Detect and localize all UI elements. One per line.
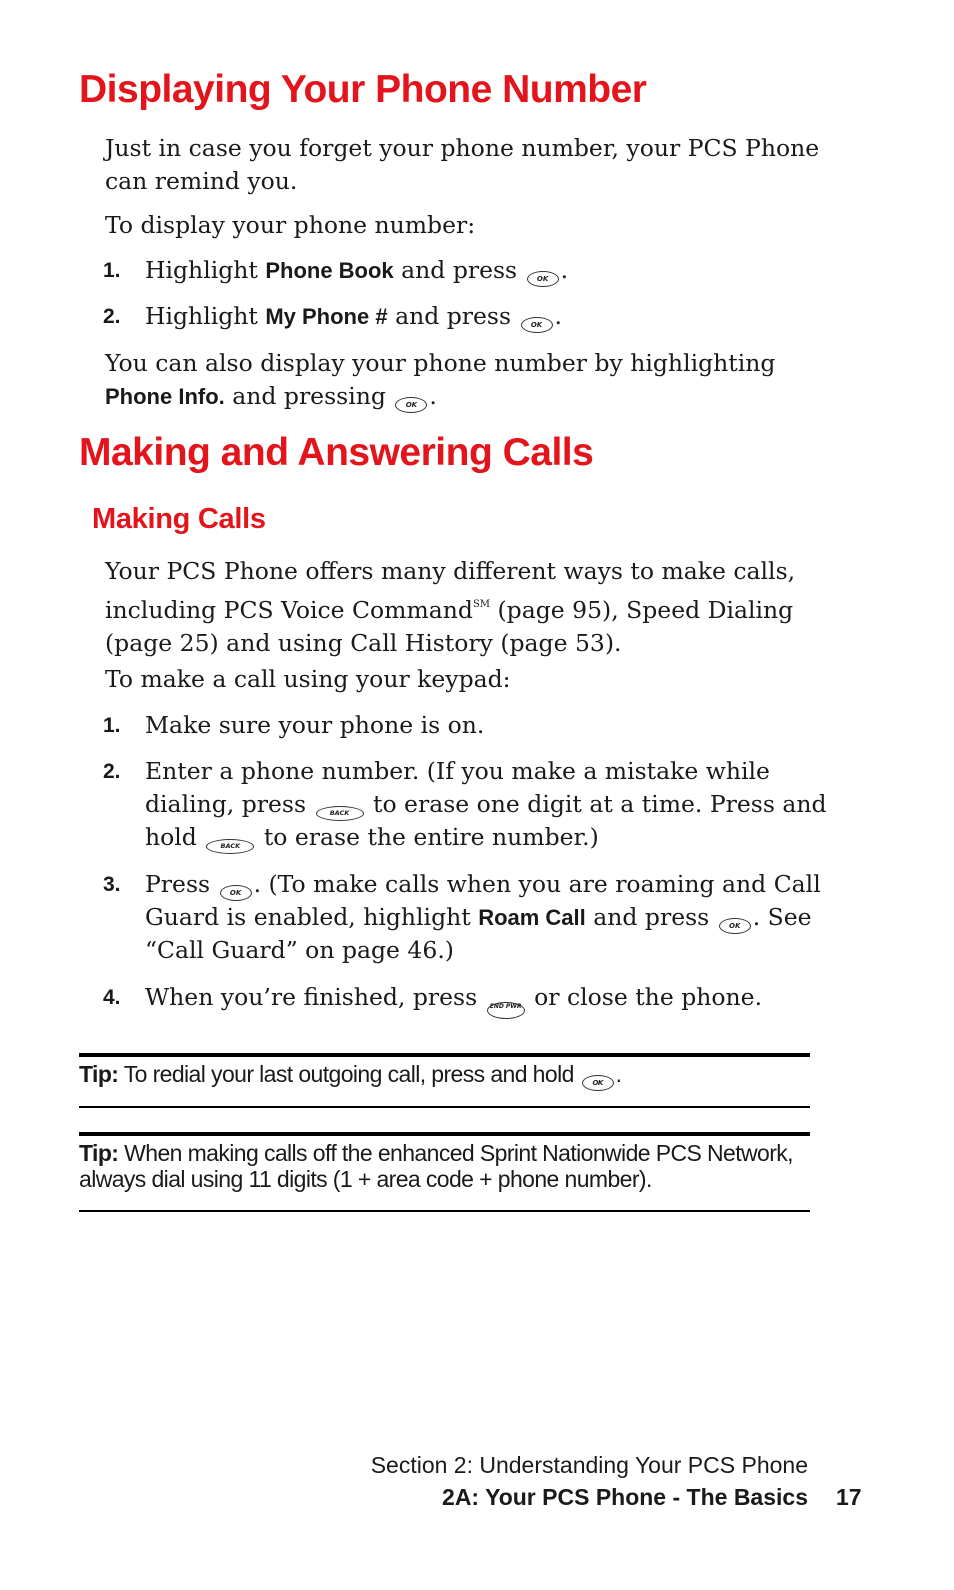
back-key-icon: BACK xyxy=(206,839,254,854)
tip-eleven-digits xyxy=(79,1140,814,1192)
step-post: and press xyxy=(401,256,518,284)
service-mark: SM xyxy=(472,599,491,610)
step-text xyxy=(145,300,833,333)
step-text-b: . (To make calls when you are roaming and Call Guard is enabled, highlight xyxy=(145,870,821,931)
step-text-a: Press xyxy=(145,870,211,898)
section-title-making-answering-calls: Making and Answering Calls xyxy=(79,431,594,474)
step-number: 1. xyxy=(103,714,121,737)
paragraph-also xyxy=(105,347,825,413)
tip-bottom-rule xyxy=(79,1106,810,1108)
end-key-icon: END PWR xyxy=(487,1002,525,1019)
step-text-c: and press xyxy=(593,903,710,931)
tip-top-rule xyxy=(79,1132,810,1136)
intro-text-b: (page 95), Speed Dialing (page 25) and using Call History (page 53). xyxy=(105,596,794,657)
step-text: Make sure your phone is on. xyxy=(145,711,485,739)
ok-key-icon: OK xyxy=(719,918,751,934)
step-text-d: . See “Call Guard” on page 46.) xyxy=(145,903,812,964)
tip-top-rule xyxy=(79,1053,810,1057)
tip-text: To redial your last outgoing call, press and hold xyxy=(123,1061,574,1087)
step-text xyxy=(145,254,833,287)
step-text-c: to erase the entire number.) xyxy=(263,823,599,851)
step-number: 2. xyxy=(103,760,121,783)
menu-item-phone-book: Phone Book xyxy=(265,258,394,283)
menu-item-roam-call: Roam Call xyxy=(478,905,586,930)
step-number: 4. xyxy=(103,986,121,1009)
step-2-my-phone xyxy=(103,300,833,333)
call-step-1 xyxy=(103,709,833,742)
step-text xyxy=(145,755,833,854)
call-step-4 xyxy=(103,981,833,1016)
menu-item-my-phone: My Phone # xyxy=(265,304,388,329)
back-key-icon: BACK xyxy=(316,806,364,821)
also-post: and pressing xyxy=(232,382,386,410)
step-end: . xyxy=(560,256,569,284)
step-number: 1. xyxy=(103,259,121,282)
step-pre: Highlight xyxy=(145,302,258,330)
step-1-phone-book xyxy=(103,254,833,287)
ok-key-icon: OK xyxy=(521,317,553,333)
call-step-3 xyxy=(103,868,833,967)
also-end: . xyxy=(429,382,437,410)
step-text-a: Enter a phone number. (If you make a mistake while dialing, press xyxy=(145,757,770,818)
step-end: . xyxy=(554,302,562,330)
ok-key-icon: OK xyxy=(582,1075,614,1091)
paragraph-making-calls-intro xyxy=(105,555,825,660)
step-text-b: to erase one digit at a time. Press and hold xyxy=(145,790,827,851)
subsection-title-making-calls: Making Calls xyxy=(92,503,266,535)
section-title-displaying-phone-number: Displaying Your Phone Number xyxy=(79,68,647,111)
step-number: 3. xyxy=(103,873,121,896)
intro-text: Just in case you forget your phone number, your PCS Phone can remind you. xyxy=(105,134,820,195)
ok-key-icon: OK xyxy=(220,885,252,901)
step-text xyxy=(145,981,833,1016)
page-number: 17 xyxy=(836,1484,862,1510)
call-step-2 xyxy=(103,755,833,854)
step-text-a: When you’re finished, press xyxy=(145,983,478,1011)
also-text: You can also display your phone number by highlighting xyxy=(105,349,776,377)
lead-text: To make a call using your keypad: xyxy=(105,665,511,693)
tip-text: When making calls off the enhanced Sprint Nationwide PCS Network, always dial using 11 digits (1 + area code + phone number). xyxy=(79,1140,793,1192)
step-post: and press xyxy=(395,302,512,330)
tip-bottom-rule xyxy=(79,1210,810,1212)
tip-end: . xyxy=(615,1061,622,1087)
paragraph-keypad-lead xyxy=(105,663,825,696)
paragraph-intro xyxy=(105,132,825,198)
intro-text-a: Your PCS Phone offers many different ways to make calls, including PCS Voice Command xyxy=(105,557,796,624)
paragraph-lead xyxy=(105,209,825,242)
ok-key-icon: OK xyxy=(527,271,559,287)
ok-key-icon: OK xyxy=(395,397,427,413)
step-number: 2. xyxy=(103,305,121,328)
step-pre: Highlight xyxy=(145,256,258,284)
lead-text: To display your phone number: xyxy=(105,211,476,239)
tip-label: Tip: xyxy=(79,1140,119,1166)
menu-item-phone-info: Phone Info. xyxy=(105,384,225,409)
step-text xyxy=(145,868,833,967)
tip-redial xyxy=(79,1061,814,1088)
footer-chapter: 2A: Your PCS Phone - The Basics xyxy=(442,1484,808,1510)
footer-section: Section 2: Understanding Your PCS Phone xyxy=(370,1452,808,1478)
tip-label: Tip: xyxy=(79,1061,119,1087)
step-text-b: or close the phone. xyxy=(534,983,763,1011)
